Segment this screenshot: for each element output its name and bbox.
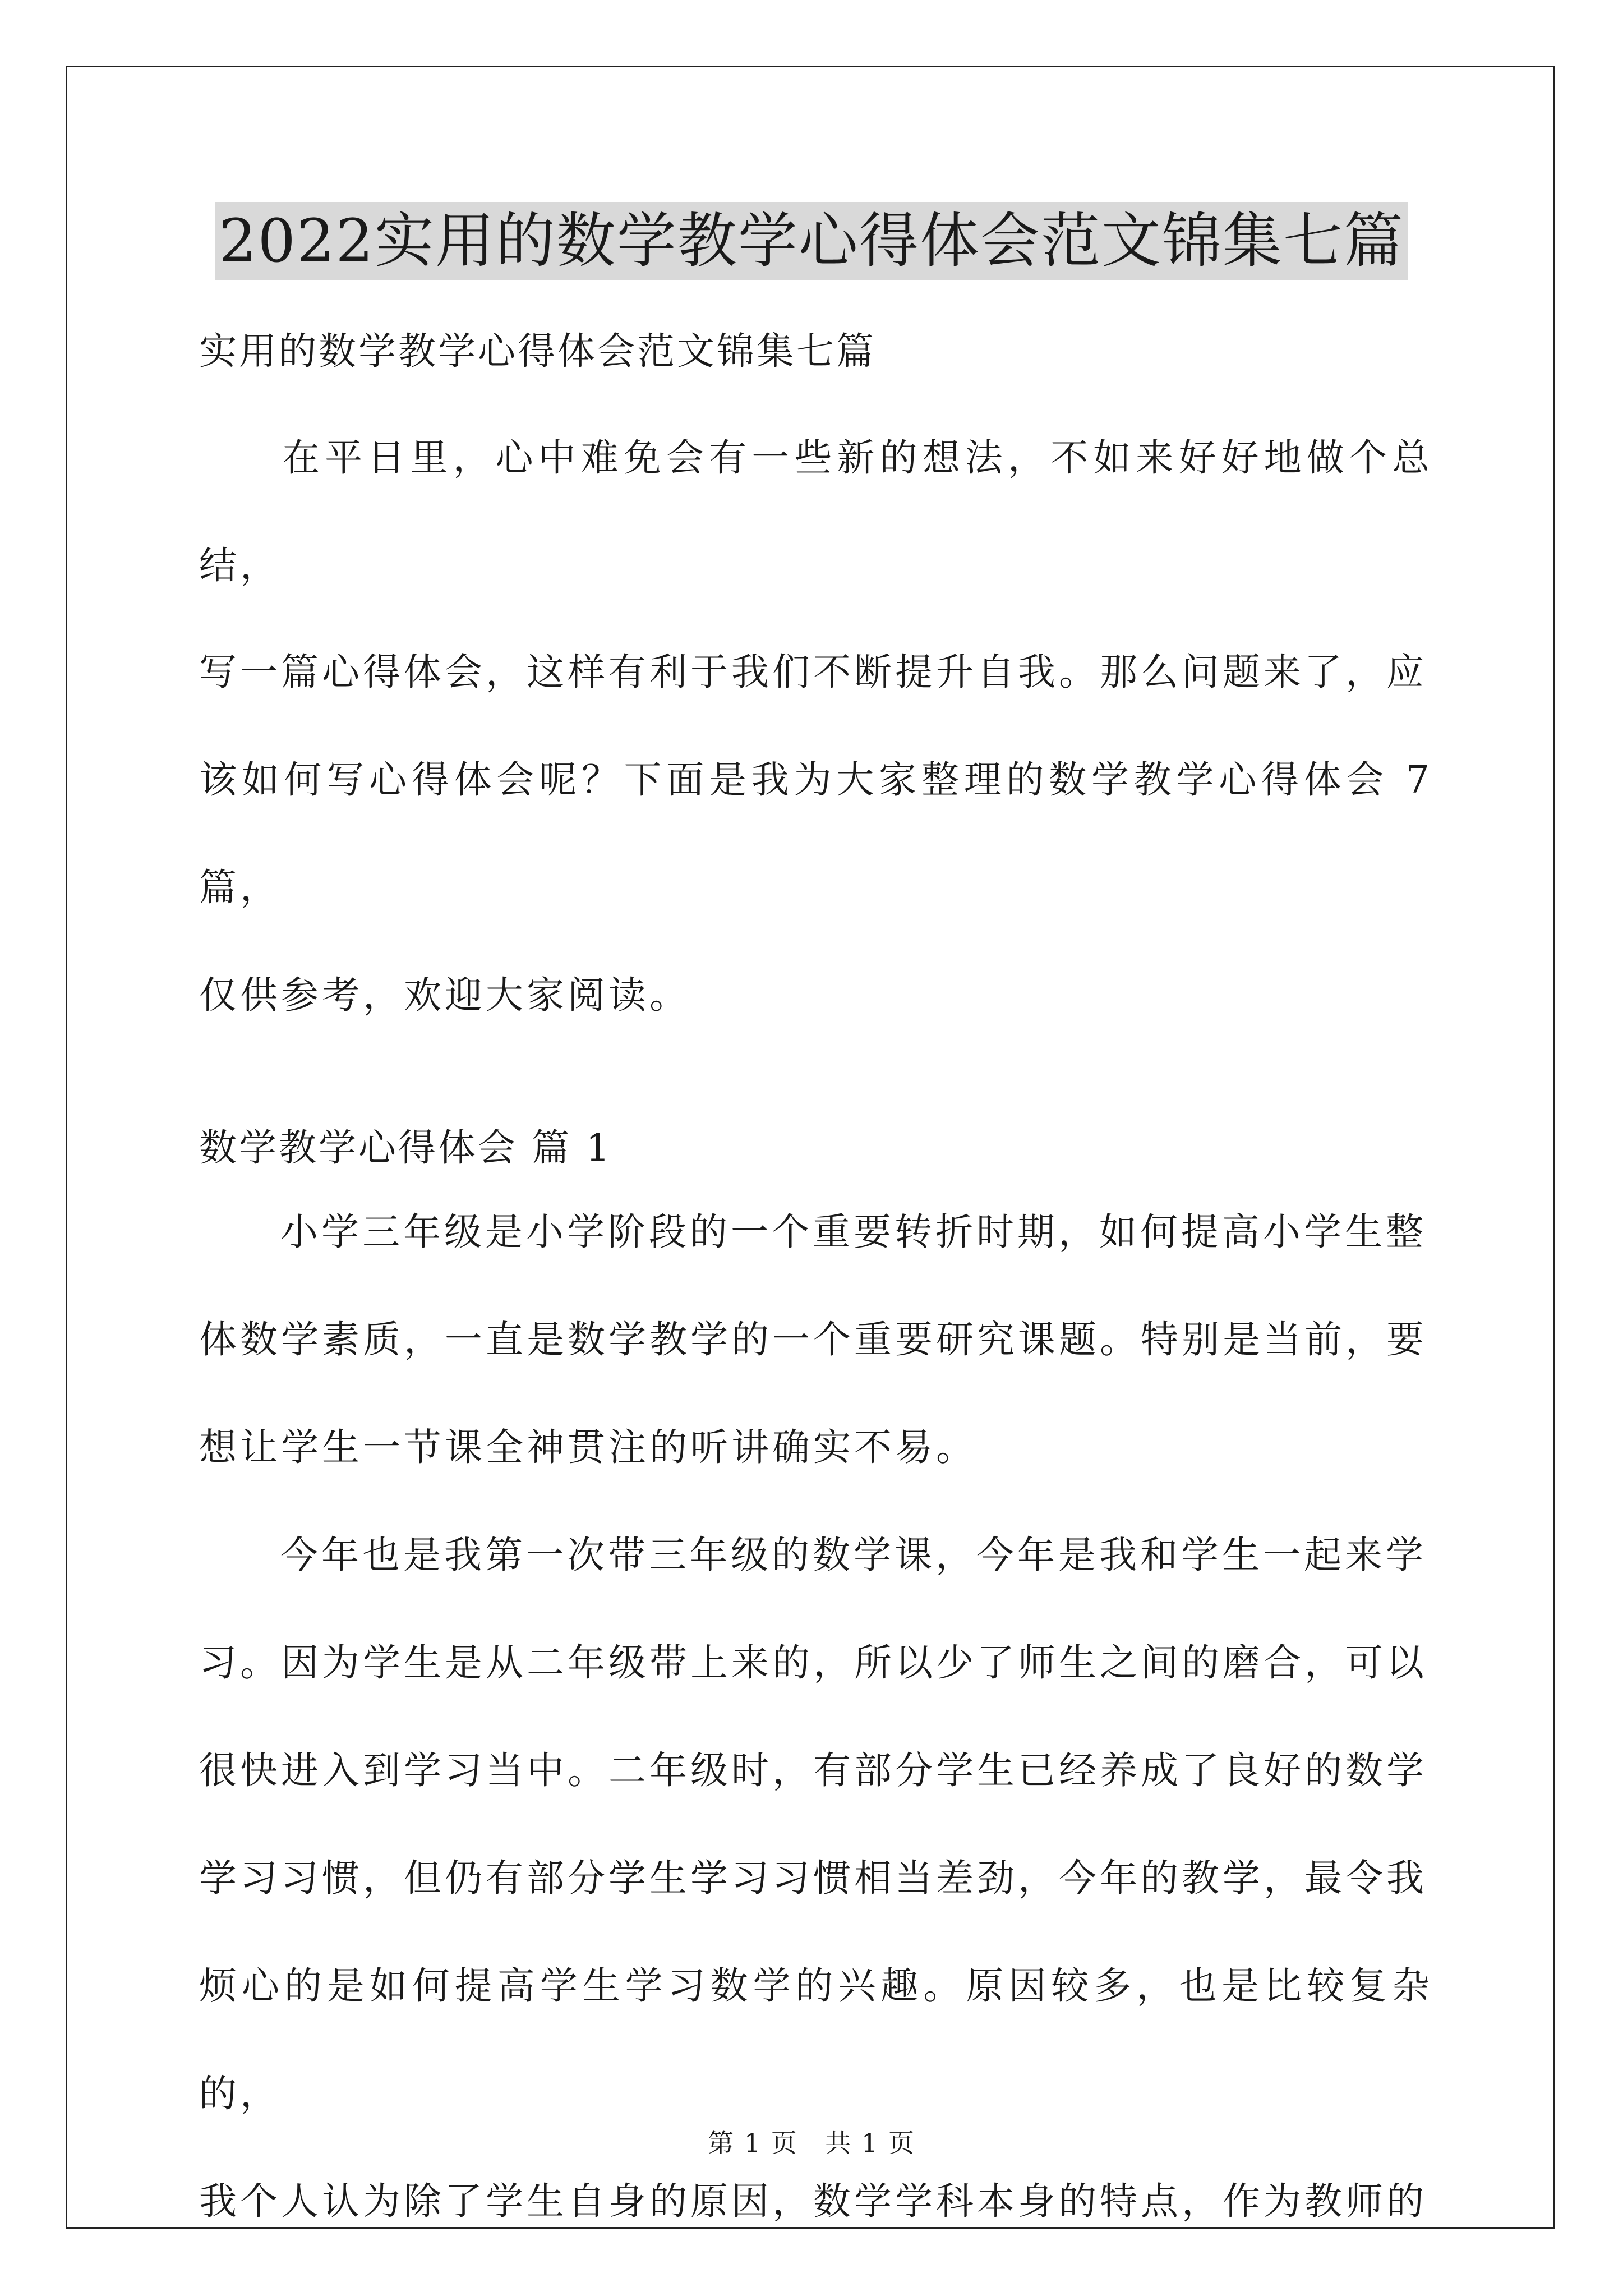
paragraph-line: 很快进入到学习当中。二年级时，有部分学生已经养成了良好的数学	[199, 1749, 1427, 1792]
document-body	[199, 314, 1433, 2255]
paragraph-1	[199, 1178, 1433, 1501]
intro-line: 写一篇心得体会，这样有利于我们不断提升自我。那么问题来了，应	[199, 650, 1427, 694]
document-title: 2022实用的数学教学心得体会范文锦集七篇	[215, 202, 1408, 280]
paragraph-line: 烦心的是如何提高学生学习数学的兴趣。原因较多，也是比较复杂的，	[199, 1964, 1433, 2115]
intro-line: 仅供参考，欢迎大家阅读。	[199, 973, 690, 1017]
paragraph-line: 学习习惯，但仍有部分学生学习习惯相当差劲，今年的教学，最令我	[199, 1856, 1427, 1900]
paragraph-line: 今年也是我第一次带三年级的数学课，今年是我和学生一起来学	[280, 1533, 1427, 1577]
paragraph-line: 习。因为学生是从二年级带上来的，所以少了师生之间的磨合，可以	[199, 1641, 1427, 1685]
page-total: 共 1 页	[825, 2128, 915, 2158]
paragraph-line: 我个人认为除了学生自身的原因，数学学科本身的特点，作为教师的	[199, 2179, 1427, 2223]
page-footer	[0, 2126, 1623, 2160]
page-number: 第 1 页	[708, 2128, 798, 2158]
title-wrap	[0, 202, 1623, 280]
paragraph-line: 体数学素质，一直是数学教学的一个重要研究课题。特别是当前，要	[199, 1318, 1427, 1361]
paragraph-line: 想让学生一节课全神贯注的听讲确实不易。	[199, 1425, 977, 1469]
document-subtitle: 实用的数学教学心得体会范文锦集七篇	[199, 329, 876, 373]
section-heading: 数学教学心得体会 篇 1	[199, 1126, 612, 1170]
intro-paragraph	[199, 404, 1433, 1049]
intro-line: 在平日里，心中难免会有一些新的想法，不如来好好地做个总结，	[199, 436, 1433, 587]
intro-line: 该如何写心得体会呢？下面是我为大家整理的数学教学心得体会 7 篇，	[199, 758, 1433, 909]
paragraph-line: 小学三年级是小学阶段的一个重要转折时期，如何提高小学生整	[280, 1210, 1427, 1254]
